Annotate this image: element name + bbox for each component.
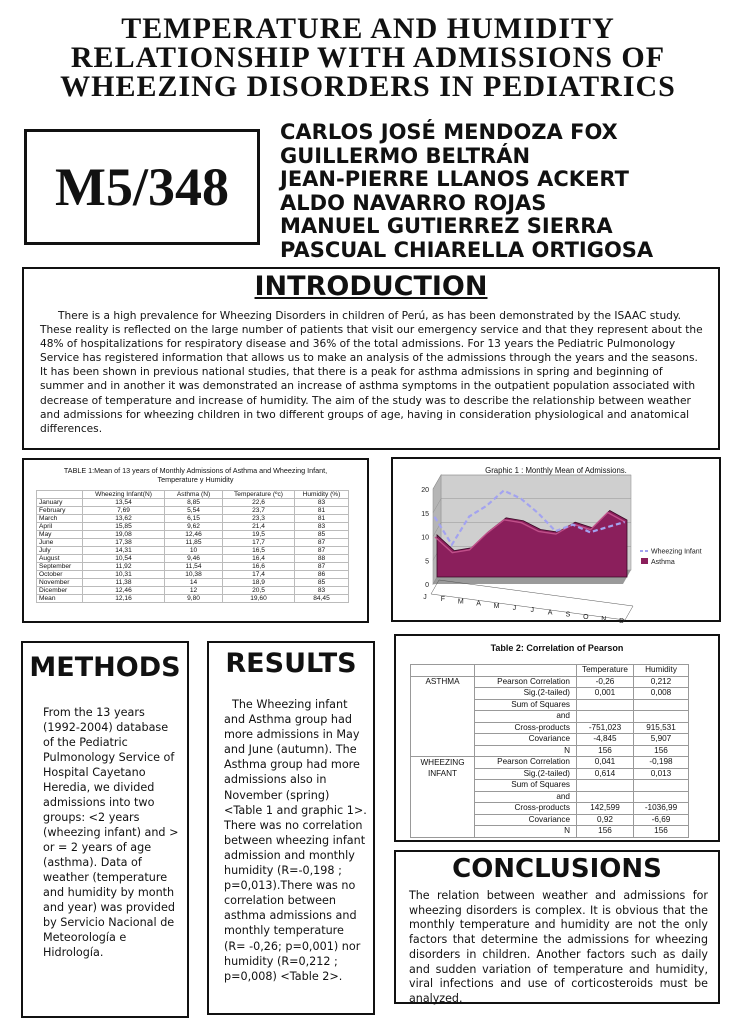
table1-value-cell: 83 (295, 587, 349, 595)
methods-text: From the 13 years (1992-2004) database of the Pediatric Pulmonology Service of Hospital Cayetano Heredia, we divided admissions into two groups: <2 years (wheezing infant) and > or = 2 years of age (asthma). Data of weather (temperature and humidity by month and year) was provided by Servicio Nacional de Meteorología e Hidrología. (43, 706, 179, 959)
table1-value-cell: 16,4 (223, 555, 295, 563)
table2-stat-label: Pearson Correlation (475, 676, 577, 688)
table1-row (37, 587, 349, 595)
table2-header-row (411, 665, 689, 677)
table1-header-cell: Humidity (%) (295, 491, 349, 499)
title-line: TEMPERATURE AND HUMIDITY (121, 12, 615, 45)
table1-value-cell: 18,9 (223, 579, 295, 587)
table1-row (37, 531, 349, 539)
table1-header-cell: Temperature (ºc) (223, 491, 295, 499)
table1-row (37, 499, 349, 507)
table2-stat-label: Covariance (475, 814, 577, 826)
author-name: GUILLERMO BELTRÁN (280, 143, 531, 168)
author-name: MANUEL GUTIERREZ SIERRA (280, 214, 613, 238)
chart-y-tick-label: 15 (421, 510, 429, 518)
author-list (280, 121, 732, 262)
table2-header-cell (475, 665, 577, 677)
table1-value-cell: 12,16 (83, 595, 165, 603)
table2-row (411, 791, 689, 803)
chart-x-tick-label: A (476, 600, 481, 608)
table1-month-cell: June (37, 539, 83, 547)
legend-wheezing-label: Wheezing Infant (651, 548, 702, 556)
table2-stat-label: and (475, 791, 577, 803)
chart-y-tick-label: 10 (421, 534, 429, 542)
table2-humidity-value (634, 699, 689, 711)
table2-humidity-value (634, 791, 689, 803)
title-line: RELATIONSHIP WITH ADMISSIONS OF (70, 41, 666, 74)
table1-value-cell: 21,4 (223, 523, 295, 531)
table1-value-cell: 16,5 (223, 547, 295, 555)
table2-row (411, 722, 689, 734)
table1-value-cell: 87 (295, 563, 349, 571)
table1-month-cell: April (37, 523, 83, 531)
table2-stat-label: and (475, 711, 577, 723)
table2-temperature-value (577, 699, 634, 711)
table1-value-cell: 19,08 (83, 531, 165, 539)
conclusions-heading: CONCLUSIONS (452, 854, 662, 884)
chart-x-tick-label: S (565, 611, 571, 619)
table2-stat-label: Cross-products (475, 803, 577, 815)
table1-value-cell: 23,3 (223, 515, 295, 523)
table1-value-cell: 87 (295, 539, 349, 547)
table1-value-cell: 11,85 (165, 539, 223, 547)
chart-legend (640, 549, 702, 567)
poster-code-box (24, 129, 260, 245)
table2-temperature-value: -0,26 (577, 676, 634, 688)
table1-value-cell: 10,31 (83, 571, 165, 579)
table1-value-cell: 20,5 (223, 587, 295, 595)
table1-value-cell: 84,45 (295, 595, 349, 603)
legend-asthma-label: Asthma (651, 559, 675, 566)
table1-month-cell: Mean (37, 595, 83, 603)
table2-group-cell (411, 722, 475, 734)
table1-value-cell: 17,7 (223, 539, 295, 547)
table2-row (411, 768, 689, 780)
table1-month-cell: March (37, 515, 83, 523)
table1-header-cell (37, 491, 83, 499)
table2-row (411, 734, 689, 746)
table2-temperature-value: 142,599 (577, 803, 634, 815)
table2-group-cell: INFANT (411, 768, 475, 780)
table1-value-cell: 19,60 (223, 595, 295, 603)
table2-temperature-value: 156 (577, 745, 634, 757)
chart-y-tick-label: 20 (421, 487, 429, 494)
table1-section (22, 458, 369, 623)
table1-value-cell: 85 (295, 579, 349, 587)
table1-value-cell: 11,92 (83, 563, 165, 571)
table2-group-cell (411, 803, 475, 815)
table2-humidity-value: 0,008 (634, 688, 689, 700)
table2-stat-label: Sum of Squares (475, 699, 577, 711)
table2-row (411, 688, 689, 700)
table2-temperature-value: 156 (577, 826, 634, 838)
table2-header-cell: Temperature (577, 665, 634, 677)
table2-temperature-value (577, 711, 634, 723)
table2-group-cell (411, 814, 475, 826)
table1-month-cell: Dicember (37, 587, 83, 595)
table1-caption-line: TABLE 1:Mean of 13 years of Monthly Admissions of Asthma and Wheezing Infant, (63, 466, 328, 475)
table2-row (411, 711, 689, 723)
table1-value-cell: 12,46 (83, 587, 165, 595)
table2-humidity-value (634, 780, 689, 792)
table2-header-cell: Humidity (634, 665, 689, 677)
table2-row (411, 780, 689, 792)
conclusions-text: The relation between weather and admissions for wheezing disorders is complex. It is obvious that the monthly temperature and humidity are not the only factors that determine the admissions for wheezing disorders in children. Another factors such as daily and sudden variation of temperature and humidity, viral infections and use of corticosteroids must be analyzed. (409, 889, 708, 1005)
table1-value-cell: 11,54 (165, 563, 223, 571)
table1-row (37, 555, 349, 563)
table2-humidity-value: 156 (634, 745, 689, 757)
table1-value-cell: 12,46 (165, 531, 223, 539)
methods-heading: METHODS (29, 652, 181, 683)
table1-month-cell: November (37, 579, 83, 587)
legend-asthma-swatch (641, 558, 648, 564)
chart-y-tick-label: 5 (425, 558, 429, 566)
table1-header-cell: Wheezing Infant(N) (83, 491, 165, 499)
chart-x-tick-label: F (440, 596, 446, 604)
table2-stat-label: Sig.(2-tailed) (475, 768, 577, 780)
table1-value-cell: 9,46 (165, 555, 223, 563)
table2-row (411, 757, 689, 769)
table1-value-cell: 5,54 (165, 507, 223, 515)
table1-month-cell: August (37, 555, 83, 563)
chart-x-tick-label: J (530, 607, 534, 615)
table2-row (411, 826, 689, 838)
table1-value-cell: 83 (295, 499, 349, 507)
table1-row (37, 539, 349, 547)
table1-value-cell: 7,69 (83, 507, 165, 515)
chart-x-tick-label: J (512, 605, 517, 612)
table1-value-cell: 12 (165, 587, 223, 595)
chart-y-tick-label: 0 (425, 582, 429, 589)
table1-month-cell: July (37, 547, 83, 555)
table2-temperature-value: -4,845 (577, 734, 634, 746)
table2-group-cell (411, 699, 475, 711)
results-text: The Wheezing infant and Asthma group had more admissions in May and June (autumn). The Asthma group had more admissions also in November (spring) <Table 1 and graphic 1>. There was no correlation between wheezing infant admission and monthly humidity (R=-0,198 ; p=0,013).There was no correlation between asthma admissions and monthly temperature (R= -0,26; p=0,001) nor humidity (R=0,212 ; p=0,008) <Table 2>. (224, 698, 367, 983)
table1-value-cell: 6,15 (165, 515, 223, 523)
methods-section (21, 641, 189, 1018)
author-name: ALDO NAVARRO ROJAS (280, 190, 547, 215)
table1-value-cell: 14 (165, 579, 223, 587)
table1-value-cell: 17,38 (83, 539, 165, 547)
table1-month-cell: May (37, 531, 83, 539)
table1-row (37, 571, 349, 579)
table1-row (37, 507, 349, 515)
table1-value-cell: 11,38 (83, 579, 165, 587)
table1-value-cell: 10 (165, 547, 223, 555)
table1-caption (24, 460, 367, 484)
table1-month-cell: October (37, 571, 83, 579)
table2-group-cell (411, 711, 475, 723)
table1-header-row (37, 491, 349, 499)
table1-value-cell: 83 (295, 523, 349, 531)
results-heading: RESULTS (225, 648, 357, 679)
table2-temperature-value: 0,614 (577, 768, 634, 780)
table2-caption: Table 2: Correlation of Pearson (490, 643, 624, 653)
table2-group-cell: WHEEZING (411, 757, 475, 769)
chart-x-tick-label: D (619, 618, 625, 626)
table2-humidity-value (634, 711, 689, 723)
chart-x-tick-label: N (601, 616, 607, 623)
table1-value-cell: 13,62 (83, 515, 165, 523)
table2-stat-label: Cross-products (475, 722, 577, 734)
chart-title: Graphic 1 : Monthly Mean of Admissions. (485, 466, 627, 475)
table1-value-cell: 10,54 (83, 555, 165, 563)
poster-title (10, 14, 726, 101)
table1-value-cell: 14,31 (83, 547, 165, 555)
table2-grid (410, 664, 689, 838)
table2-group-cell (411, 734, 475, 746)
table1-value-cell: 10,38 (165, 571, 223, 579)
title-line: WHEEZING DISORDERS IN PEDIATRICS (60, 70, 676, 103)
table2-humidity-value: 5,907 (634, 734, 689, 746)
table1-month-cell: September (37, 563, 83, 571)
table2-temperature-value: 0,001 (577, 688, 634, 700)
introduction-section (22, 267, 720, 450)
table2-group-cell (411, 688, 475, 700)
table2-humidity-value: 915,531 (634, 722, 689, 734)
table2-temperature-value: 0,041 (577, 757, 634, 769)
table1-row (37, 595, 349, 603)
table2-group-cell (411, 780, 475, 792)
table2-header-cell (411, 665, 475, 677)
chart-section (391, 457, 721, 626)
table2-row (411, 814, 689, 826)
table2-group-cell (411, 745, 475, 757)
introduction-text: There is a high prevalence for Wheezing Disorders in children of Perú, as has been demonstrated by the ISAAC study. These reality is reflected on the large number of patients that visit our emergency service and that they represent about the 48% of hospitalizations for respiratory disease and 36% of the total admissions. For 13 years the Pediatric Pulmonology Service has registered information that allows us to make an analysis of the admissions through the years and the seasons. It has been shown in previous national studies, that there is a peak for asthma admissions in spring and beginning of summer and in another it was demonstrated an increase of asthma symptoms in the outpatient population associated with decrease of temperature and increase of humidity. The aim of the study was to describe the relationship between weather and admissions for wheezing children in two different groups of age, having in consideration physiological and anatomical differences. (40, 310, 703, 435)
table2-humidity-value: 0,212 (634, 676, 689, 688)
table1-row (37, 547, 349, 555)
table2-stat-label: Sum of Squares (475, 780, 577, 792)
table1-value-cell: 87 (295, 547, 349, 555)
chart-x-tick-label: A (547, 609, 553, 617)
table2-row (411, 803, 689, 815)
conclusions-section (394, 850, 720, 1004)
chart-x-tick-label: M (493, 602, 500, 610)
table1-value-cell: 15,85 (83, 523, 165, 531)
table2-group-cell (411, 791, 475, 803)
table1-value-cell: 8,85 (165, 499, 223, 507)
table1-value-cell: 13,54 (83, 499, 165, 507)
table2-row (411, 676, 689, 688)
table2-stat-label: Sig.(2-tailed) (475, 688, 577, 700)
table2-stat-label: N (475, 826, 577, 838)
introduction-heading: INTRODUCTION (254, 271, 488, 302)
table2-temperature-value: 0,92 (577, 814, 634, 826)
table1-value-cell: 22,6 (223, 499, 295, 507)
table1-row (37, 515, 349, 523)
table1-header-cell: Asthma (N) (165, 491, 223, 499)
table2-group-cell (411, 826, 475, 838)
table1-value-cell: 81 (295, 507, 349, 515)
table1-value-cell: 88 (295, 555, 349, 563)
author-name: PASCUAL CHIARELLA ORTIGOSA (280, 237, 654, 262)
chart-x-tick-label: O (583, 613, 589, 621)
table2-row (411, 699, 689, 711)
table2-temperature-value: -751,023 (577, 722, 634, 734)
table1-row (37, 523, 349, 531)
author-name: CARLOS JOSÉ MENDOZA FOX (280, 120, 618, 144)
table2-group-cell: ASTHMA (411, 676, 475, 688)
table1-caption-line: Temperature y Humidity (157, 475, 234, 484)
poster-code: M5/348 (55, 157, 229, 217)
table1-value-cell: 23,7 (223, 507, 295, 515)
table1-grid (36, 490, 349, 603)
table1-value-cell: 85 (295, 531, 349, 539)
table2-humidity-value: 156 (634, 826, 689, 838)
table2-row (411, 745, 689, 757)
table1-row (37, 563, 349, 571)
table2-section (394, 634, 720, 842)
table1-value-cell: 17,4 (223, 571, 295, 579)
table1-month-cell: February (37, 507, 83, 515)
table2-humidity-value: -6,69 (634, 814, 689, 826)
table1-value-cell: 19,5 (223, 531, 295, 539)
table2-stat-label: Pearson Correlation (475, 757, 577, 769)
table2-humidity-value: -0,198 (634, 757, 689, 769)
author-name: JEAN-PIERRE LLANOS ACKERT (280, 167, 629, 191)
admissions-chart (393, 459, 719, 626)
table1-value-cell: 9,62 (165, 523, 223, 531)
chart-x-tick-label: J (423, 594, 427, 601)
table2-stat-label: Covariance (475, 734, 577, 746)
table1-row (37, 579, 349, 587)
table1-value-cell: 86 (295, 571, 349, 579)
table1-value-cell: 9,80 (165, 595, 223, 603)
results-section (207, 641, 375, 1015)
table2-stat-label: N (475, 745, 577, 757)
table1-value-cell: 16,6 (223, 563, 295, 571)
table2-humidity-value: -1036,99 (634, 803, 689, 815)
chart-x-tick-label: M (457, 598, 464, 606)
table2-humidity-value: 0,013 (634, 768, 689, 780)
table1-value-cell: 81 (295, 515, 349, 523)
table2-temperature-value (577, 780, 634, 792)
table2-temperature-value (577, 791, 634, 803)
table1-month-cell: January (37, 499, 83, 507)
